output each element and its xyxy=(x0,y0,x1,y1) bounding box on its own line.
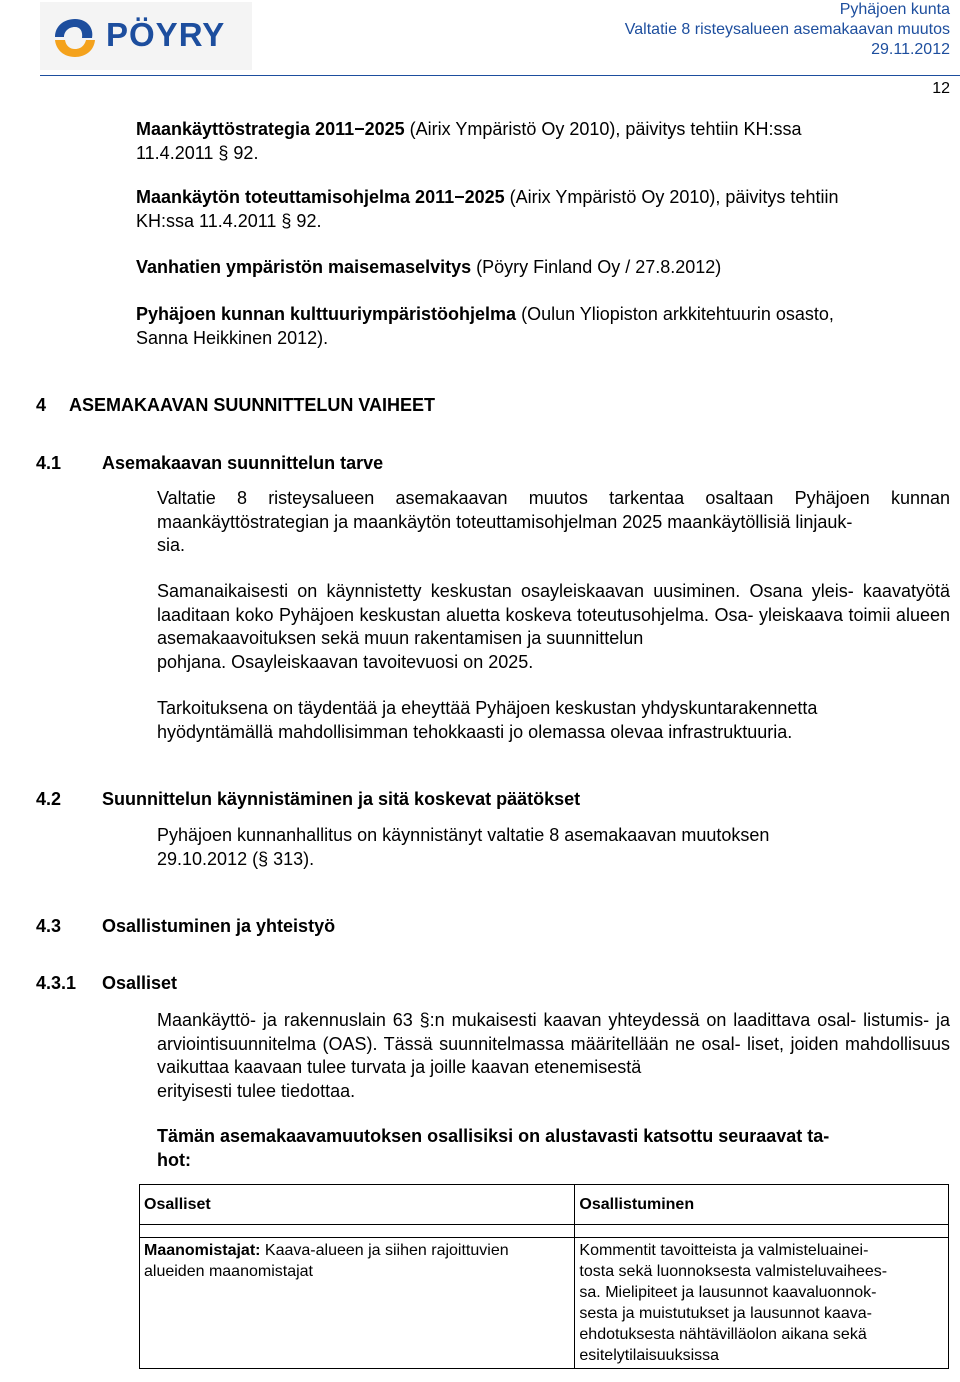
section-4-2-paragraph: Pyhäjoen kunnanhallitus on käynnistänyt valtatie 8 asemakaavan muutoksen 29.10.2012 (§ 313). xyxy=(157,825,770,869)
table-cell-participation: Kommentit tavoitteista ja valmisteluainei- tosta sekä luonnoksesta valmisteluvaihees- sa. Mielipiteet ja lausunnot kaavaluonnok- sesta ja muistutukset ja lausunnot kaava- ehdotuksesta nähtävilläolon aikana sekä esitelytilaisuuksissa xyxy=(575,1238,949,1369)
section-4-3-1-paragraph: Maankäyttö- ja rakennuslain 63 §:n mukaisesti kaavan yhteydessä on laadittava osal- listumis- ja arviointisuunnitelma (OAS). Tässä suunnitelmassa määritellään ne osal- liset, joiden mahdollisuus vaikuttaa kaavaan tulee turvata ja joille kaavan etenemisestä erityisesti tulee tiedottaa. xyxy=(157,1010,950,1101)
table-header-row xyxy=(140,1185,949,1225)
header-document-title: Valtatie 8 risteysalueen asemakaavan muutos xyxy=(624,21,950,38)
section-4-3-1-heading: 4.3.1 Osalliset xyxy=(36,973,178,993)
section-4-3-1-bold-note: Tämän asemakaavamuutoksen osallisiksi on alustavasti katsottu seuraavat ta- hot: xyxy=(157,1126,830,1170)
section-4-heading: 4 ASEMAKAAVAN SUUNNITTELUN VAIHEET xyxy=(36,395,436,415)
section-4-1-paragraph-1: Valtatie 8 risteysalueen asemakaavan muutos tarkentaa osaltaan Pyhäjoen kunnan maankäyttöstrategian ja maankäytön toteuttamisohjelman 2025 maankäytöllisiä linjauk- sia. xyxy=(157,488,950,555)
section-4-3-heading: 4.3 Osallistuminen ja yhteistyö xyxy=(36,916,336,936)
logo-wordmark: PÖYRY xyxy=(106,16,226,53)
reference-1: Maankäyttöstrategia 2011−2025 (Airix Ympäristö Oy 2010), päivitys tehtiin KH:ssa 11.4.2011 § 92. xyxy=(136,119,802,163)
table-row xyxy=(140,1238,949,1369)
poyry-logo xyxy=(40,2,252,70)
stakeholder-table xyxy=(139,1184,949,1369)
section-4-1-paragraph-3: Tarkoituksena on täydentää ja eheyttää Pyhäjoen keskustan yhdyskuntarakennetta hyödyntämällä mahdollisimman tehokkaasti jo olemassa olevaa infrastruktuuria. xyxy=(157,698,818,742)
poyry-logo-icon xyxy=(52,16,98,58)
section-4-2-heading: 4.2 Suunnittelun käynnistäminen ja sitä koskevat päätökset xyxy=(36,789,581,809)
page-number: 12 xyxy=(932,80,950,97)
table-spacer-row xyxy=(140,1225,949,1238)
reference-3: Vanhatien ympäristön maisemaselvitys (Pöyry Finland Oy / 27.8.2012) xyxy=(136,257,722,277)
header-divider xyxy=(40,75,960,76)
reference-4: Pyhäjoen kunnan kulttuuriympäristöohjelma (Oulun Yliopiston arkkitehtuurin osasto, Sanna Heikkinen 2012). xyxy=(136,304,834,348)
section-4-1-heading: 4.1 Asemakaavan suunnittelun tarve xyxy=(36,453,384,473)
table-cell-stakeholder: Maanomistajat: Kaava-alueen ja siihen rajoittuvien alueiden maanomistajat xyxy=(140,1238,575,1369)
table-header-osallistuminen: Osallistuminen xyxy=(575,1185,949,1225)
reference-2: Maankäytön toteuttamisohjelma 2011−2025 (Airix Ympäristö Oy 2010), päivitys tehtiin KH:ssa 11.4.2011 § 92. xyxy=(136,187,839,231)
table-header-osalliset: Osalliset xyxy=(140,1185,575,1225)
header-municipality: Pyhäjoen kunta xyxy=(839,1,950,18)
section-4-1-paragraph-2: Samanaikaisesti on käynnistetty keskustan osayleiskaavan uusiminen. Osana yleis- kaavatyötä laaditaan koko Pyhäjoen keskustan aluetta koskeva toteutusohjelma. Osa- yleiskaava toimii alueen asemakaavoituksen sekä muun rakentamisen ja suunnittelun pohjana. Osayleiskaavan tavoitevuosi on 2025. xyxy=(157,581,950,672)
header-date: 29.11.2012 xyxy=(871,41,950,58)
